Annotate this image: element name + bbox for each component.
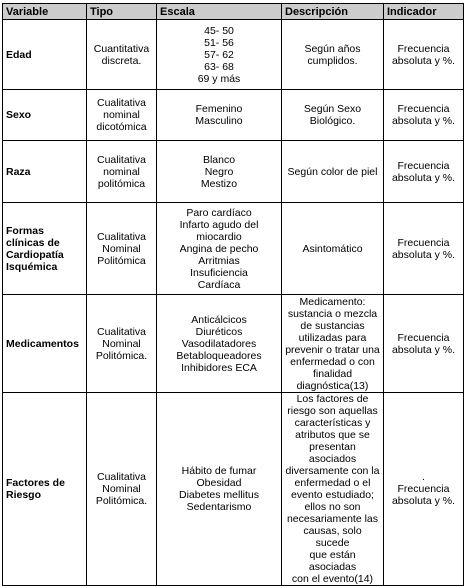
table-row [3,295,464,393]
cell-tipo: Cuantitativa discreta. [87,20,157,90]
variables-table [2,3,464,586]
cell-indicador: Frecuencia absoluta y %. [384,295,464,393]
cell-tipo: Cualitativa nominal dicotómica [87,90,157,141]
header-descripcion: Descripción [282,4,384,20]
table-row [3,141,464,203]
cell-tipo: Cualitativa Nominal Politómica. [87,393,157,586]
cell-variable: Medicamentos [3,295,87,393]
cell-descripcion: Según años cumplidos. [282,20,384,90]
cell-variable: Factores de Riesgo [3,393,87,586]
cell-indicador: . Frecuencia absoluta y %. [384,393,464,586]
header-variable: Variable [3,4,87,20]
cell-indicador: Frecuencia absoluta y %. [384,141,464,203]
cell-variable: Edad [3,20,87,90]
cell-escala: Femenino Masculino [157,90,282,141]
cell-indicador: Frecuencia absoluta y %. [384,90,464,141]
cell-escala: Hábito de fumar Obesidad Diabetes mellitus Sedentarismo [157,393,282,586]
cell-variable: Raza [3,141,87,203]
table-row [3,393,464,586]
cell-descripcion: Asintomático [282,203,384,295]
table-row [3,90,464,141]
cell-escala: 45- 50 51- 56 57- 62 63- 68 69 y más [157,20,282,90]
cell-tipo: Cualitativa Nominal Politómica. [87,295,157,393]
cell-variable: Formas clínicas de Cardiopatía Isquémica [3,203,87,295]
cell-indicador: Frecuencia absoluta y %. [384,20,464,90]
header-escala: Escala [157,4,282,20]
cell-escala: Blanco Negro Mestizo [157,141,282,203]
cell-tipo: Cualitativa nominal politómica [87,141,157,203]
cell-descripcion: Según Sexo Biológico. [282,90,384,141]
cell-descripcion: Los factores de riesgo son aquellas características y atributos que se presentan asociados diversamente con la enfermedad o el evento estudiado; ellos no son necesariamente las causas, solo sucede que están asociadas con el evento(14) [282,393,384,586]
header-row [3,4,464,20]
cell-descripcion: Medicamento: sustancia o mezcla de sustancias utilizadas para prevenir o tratar una enfermedad o con finalidad diagnóstica(13) [282,295,384,393]
cell-tipo: Cualitativa Nominal Politómica [87,203,157,295]
table-row [3,20,464,90]
variables-table-container [2,3,463,586]
cell-variable: Sexo [3,90,87,141]
cell-descripcion: Según color de piel [282,141,384,203]
cell-indicador: Frecuencia absoluta y %. [384,203,464,295]
table-row [3,203,464,295]
header-tipo: Tipo [87,4,157,20]
header-indicador: Indicador [384,4,464,20]
cell-escala: Paro cardíaco Infarto agudo del miocardio Angina de pecho Arritmias Insuficiencia Cardíaca [157,203,282,295]
cell-escala: Anticálcicos Diuréticos Vasodilatadores Betabloqueadores Inhibidores ECA [157,295,282,393]
